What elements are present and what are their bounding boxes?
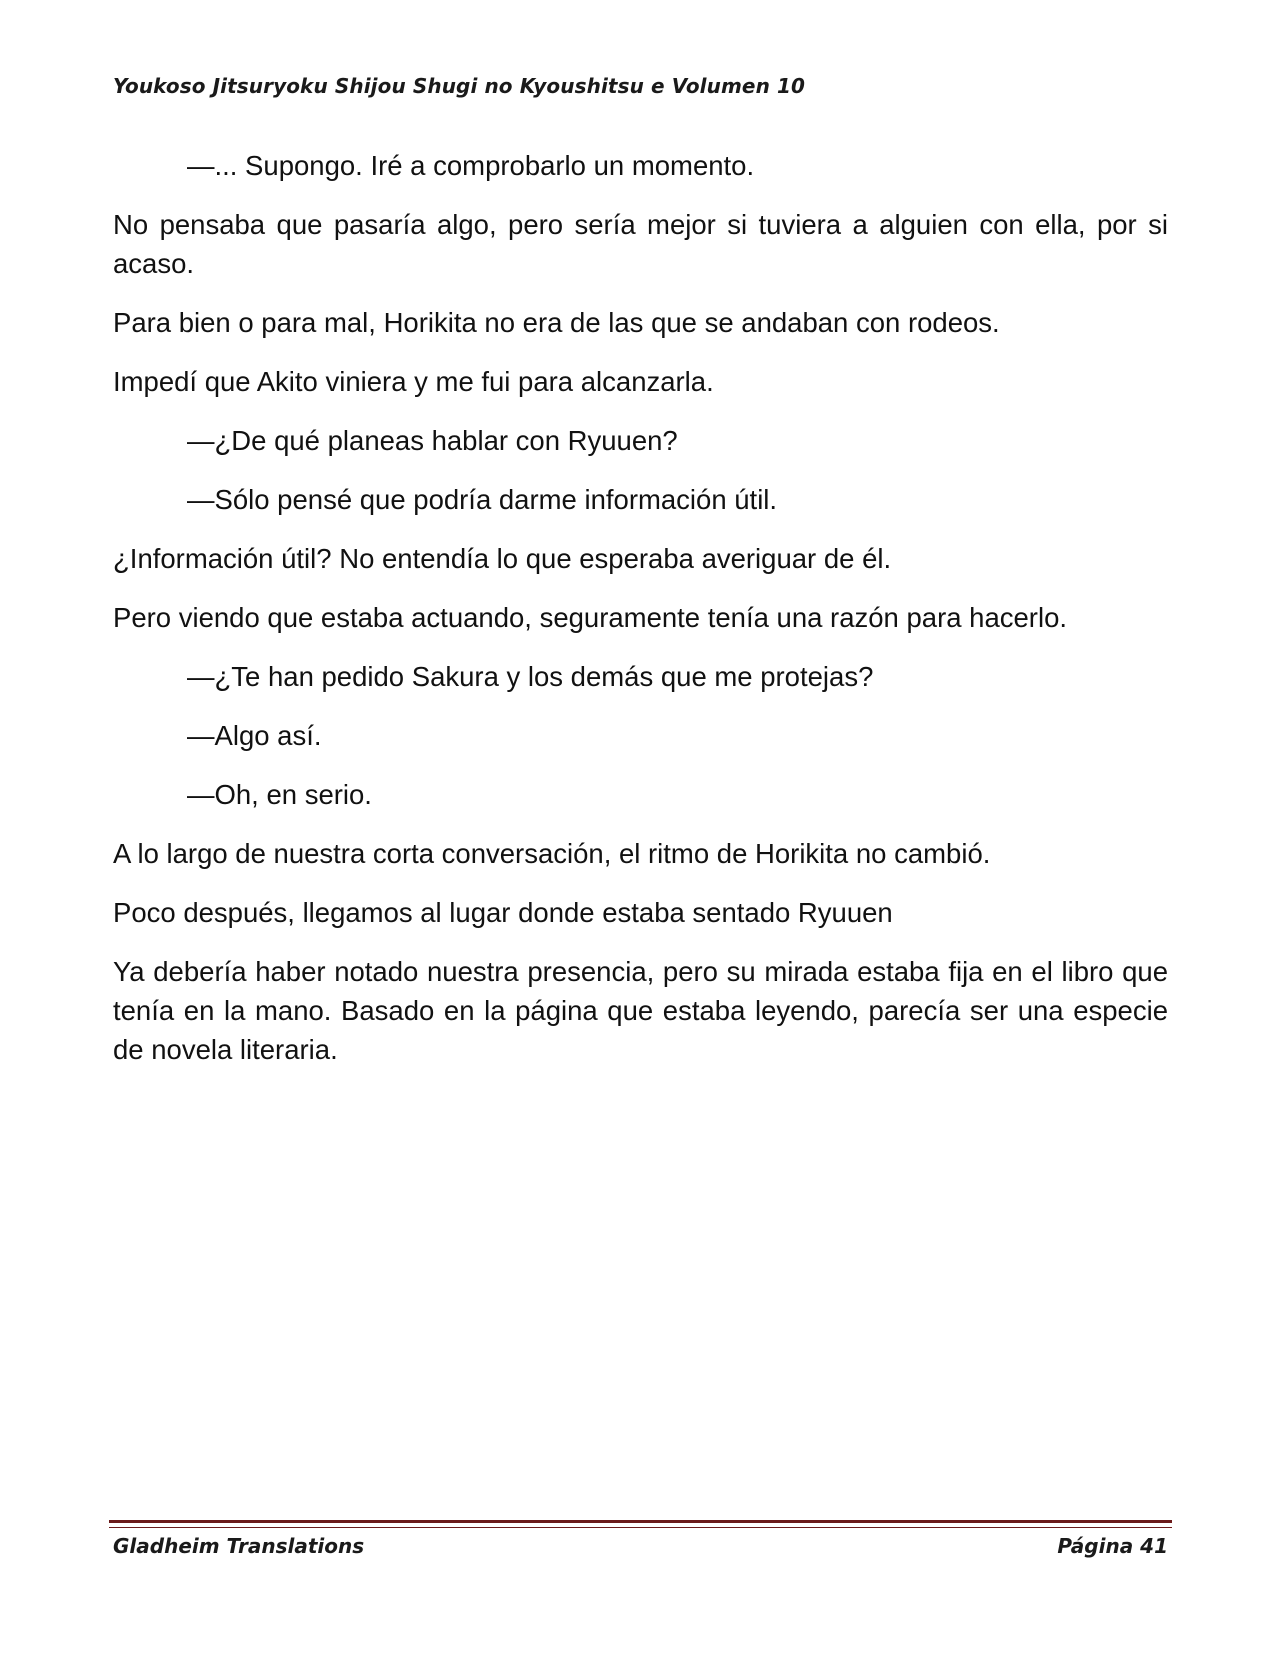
page-body — [113, 146, 1168, 1089]
narration-paragraph: Poco después, llegamos al lugar donde estaba sentado Ryuuen — [113, 897, 893, 928]
running-header: Youkoso Jitsuryoku Shijou Shugi no Kyoushitsu e Volumen 10 — [113, 74, 806, 98]
narration-paragraph: ¿Información útil? No entendía lo que esperaba averiguar de él. — [113, 543, 892, 574]
narration-paragraph: No pensaba que pasaría algo, pero sería mejor si tuviera a alguien con ella, por si acaso. — [113, 209, 1168, 279]
narration-paragraph: Pero viendo que estaba actuando, seguramente tenía una razón para hacerlo. — [113, 602, 1068, 633]
dialogue-paragraph: —¿Te han pedido Sakura y los demás que me protejas? — [187, 661, 874, 692]
narration-paragraph: A lo largo de nuestra corta conversación, el ritmo de Horikita no cambió. — [113, 838, 991, 869]
dialogue-paragraph: —... Supongo. Iré a comprobarlo un momento. — [187, 150, 755, 181]
dialogue-paragraph: —Algo así. — [187, 720, 322, 751]
dialogue-paragraph: —¿De qué planeas hablar con Ryuuen? — [187, 425, 678, 456]
dialogue-paragraph: —Oh, en serio. — [187, 779, 372, 810]
narration-paragraph: Para bien o para mal, Horikita no era de las que se andaban con rodeos. — [113, 307, 1000, 338]
footer-rule — [109, 1520, 1172, 1523]
footer-rule-thin — [109, 1527, 1172, 1528]
footer-credit: Gladheim Translations — [113, 1534, 365, 1558]
page-number: Página 41 — [1057, 1534, 1168, 1558]
narration-paragraph: Impedí que Akito viniera y me fui para alcanzarla. — [113, 366, 714, 397]
narration-paragraph: Ya debería haber notado nuestra presencia, pero su mirada estaba fija en el libro que tenía en la mano. Basado en la página que estaba leyendo, parecía ser una especie de novela literaria. — [113, 956, 1168, 1065]
dialogue-paragraph: —Sólo pensé que podría darme información útil. — [187, 484, 778, 515]
